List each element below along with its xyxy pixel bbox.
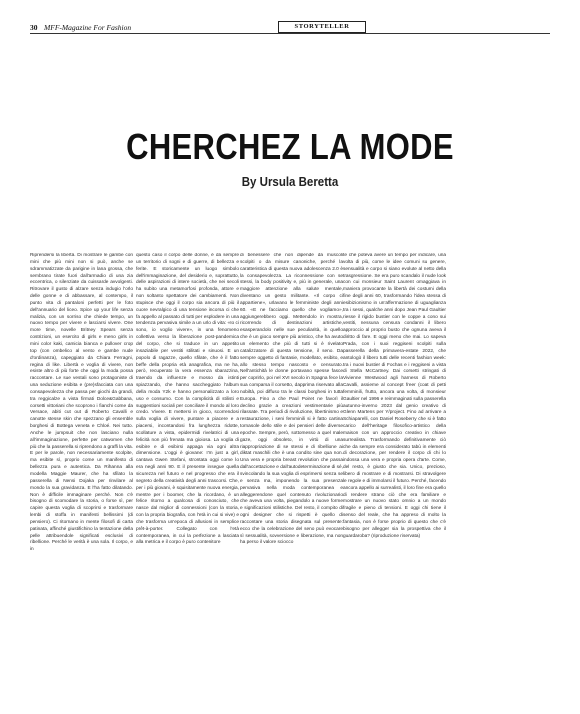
article-column-2 bbox=[136, 253, 239, 687]
article-column-4 bbox=[343, 253, 446, 687]
column-text: questo caso il corpo delle donne, è da sempre un territorio di sogni e di guerre, di bellezza e ferite. E storicamente un luogo simbolo dell'immaginazione, del desiderio e, soprattutto, delle aspirazioni di intere società, che nei secoli ha subito una metamorfosi profonda, attore e non soltanto spettatore dei cambiamenti. Non stupisce che oggi il corpo sia ancora di più il cuore nevralgico di una tensione incorsa ci che fa appello al passato di tutti per esplodere in una tendenza pervasiva simile a un urlo di vita: «Io ci sono, io voglio vivere», in una fenomeno collettiva verso la liberazione post-pandemica del corpo, che si traduce in un appetito insaziabile per vestiti stilitati e sinuosi. E un popolo di ragazze, quello sfilate, che è il fatto beffe della propria età anagrafica, ma ne ha, però, recuperato la vera essenza sbarazzina, traendo da influenze e mosso da istinti spiazzando, che hanno saccheggiato l'album della moda Y2k e hanno personalizzato a loro uso e consumo. Con la complicità di stilisti e suggestioni sociali per conciliare il mondo al loro credo. Vivere. E mettersi in gioco, scorrendosi sulla voglia di vivere, puntare a piacere e a piacersi, incontandosi fra lunghezza ridotte, scollature a vista, epidermidi rivelatrici di una felicità non più frenata ma gioiosa. La voglia di esibire e di esibirsi appaga via ogni altra dimensione. L'oggi è giovane: I'm just a girl, cantava Gwen Stefani, strontata oggi come lo era negli anni 90. E il presente insegue quella sicurezza nel futuro e nel progresso che era il segreto della creatività degli anni trascorsi. Che, per i più giovani, è squisitamente nuova energia, mentre per i boomer, che la ricordano, è un felice ritorno a qualcosa di conosciuto, che nasce dal miglior di connessioni (con la storia, con la propria biografia, con l'età in cui si vive) e che trasforma un'epoca di allusioni in semplice prêt-à-porter. Collegato con l'età contemporanea, in cui la perfezione a lasciata alla metrica e il corpo è puro contenitore bbox=[136, 253, 239, 546]
header-rule bbox=[30, 33, 550, 34]
page-number: 30 bbox=[30, 23, 38, 32]
page-header bbox=[30, 23, 550, 37]
column-text: te che poteva avere un tempo per indicare, una volta di più, come le idee comuni su genere, sensualità e corpo si siano evolute al netto della trasgressione. Se era puro scandalo il nude look con cui monsieur Saint Laurent omaggiava in maniera provocante la libertà dei costumi della fine degli anni 60, trasformando l'idea stessa di esibizionismo in un'affermazione di uguaglianza tra i sessi, qualche anni dopo Jean Paul Gaultier riesse il rigido bustier con le coppe a cono sui vestiti, nessuna censura condanni il libero approccio al proprio busto che ognuna aveva il diritto di fare. E oggi meno che mai. Lo sapeva Prada, con i suoi reggiseni scolpiti sulla passerella della primavera-estate 2022, che antologò il libero tutti delle recenti fashion week: tra i nuovi bustier di Fochas e i reggiseni a vista di Stella McCartney. Dai corsetti stringati di Vivienne Westwood agli harness di Roberto Cavalli, assieme al concept freer (coat di petti femminili, frutto, ancora una volta, di monsieur Gaultier nel 1996 e reimmaginati sulla passerella autunno-inverno 2023 dal genio creativo di Glenn Martens per Y/project. Fino ad arrivare a Schiaparelli, con Daniel Roseberry che si è fatto carico dell'heritage filosofico-artistico della maison con un approccio creativo in chiave surrealista. Trasformando definitivamente ciò che da sempre era considerato tabù in elementi di decorazione, per rendere il corpo di chi lo indossa una vera e propria opera d'arte. Come, del resto, è giusto che sia. Unico, prezioso, libero di mostrare e di mostrarsi. Di stravolgere le regole e di immolarsi il futuro. Perché, facendo ancora appello ai surrealisti, il loro fine era quello di rendere strano ciò che era familiare e mostrare un nuovo stato omnio a un mondo fragile e pieno di tensioni. E oggi chi tiene il senso del reale, che ha appreso di molto la fantasia, non è forse proprio di questo che c'è bisogno per allegger sia la prospettiva che il guardaroba? (riproduzione riservata) bbox=[343, 253, 446, 539]
column-text: di benessere che non dipende da muscoli scolpiti o da misure canoniche, perché la caratteristica di questa nuova adolescenza 2.0 è la consapevolezza. La riconnessione con se stessi, la body positivity e, più in generale, una maggiore attenzione alla salute mentale, diventano un gesto militante. «Il corpo ci appartiene», urlavano le femministe degli anni 60. «E ne facciamo quello che vogliamo», aggiungerebbero oggi. Mettendolo in mostra, ricorrendo di destinazioni artistiche, esasperandolo nelle sue peculiarità, in quello che è un gioco sempre più aristico, che ha avuto un elemento che più di tutti si è rivelato catalizzatore di questa tensione, il seno. Da sempre oggetto di fantasie, modellato, esibito, e allo stesso tempo nascosto e censurato. Nell'antichità le donne portavano spesse fasce per coprirlo, poi nel XVI secolo in Spagna fece la sua comparsa il corsetto, dapprima riservato alla nobiltà, poi diffuso tra le classi borghesi in tutta Europa. Fino a che Paul Poiret ne favorì il declino grazie a creazioni vestimentarie più rilassate. Tra periodi di rivoluzione, libertinismo e restaurazione, i seni femminili si è fatto cartina tornasole dello stile e dei pensieri delle diverse epoche. Sempre, però, sottomesso a quel male gaze, oggi obsoleto, in virtù di una riappropriazione di se stessi e di ribellione ai diktat maschili che è una condito sine qua non. Una vera e propria breast revolution che passa dall'accettazione e dall'autodeterminazione di sé, svincolando la sua voglia di esprimersi senza se e senza ma, imponendo la sua presenza pervasiva nella moda contemporanea e alleggerendone quel contenuto rivoluzionario che aveva una volta, piegandolo a nuove forme e significazioni stilistiche. Del resto, il compito di ogni designer che si rispetti è quello di raccontare una storia disegnata sul presente: ecco che la celebrazione del seno può evocare sì sessualità, sovversione e liberazione, ma non ha perso il valore sciocco bbox=[240, 253, 343, 546]
article-column-1 bbox=[30, 253, 133, 687]
article-byline: By Ursula Beretta bbox=[241, 175, 339, 189]
section-label: STORYTELLER bbox=[278, 21, 366, 33]
magazine-name: MFF-Magazine For Fashion bbox=[44, 23, 132, 32]
column-text: Riprendersi la libertà. Di mostrare le gambe con mini che più mini non si può, anche se sdrammatizzate da parigine in lana grossa, che sembrano tirate fuori dall'armadio di una zia eccentrica, o silenziate da cuissarde avvolgenti. Ritrovare il gusto di alzare senza indugio l'orlo delle gonne e di abbassare, al contempo, il punto vita di pantaloni perfetti per le foto dell'annuario del liceo. Spice up your life senza malizia, con un sorriso che chiede tempo, un nuovo tempo per vivere e lasciarsi vivere. One more time, novelle Britney Spears senza costrizioni, un esercito di girls e meno girls in mini color kaki, camicia bianca e pullover crop top (con ombelico al vento e gambe nude d'ordinanza), capeggiato da Chiara Ferragni, regina di like. Libertà e voglia di vivere, non esiste altro di più forte che oggi la moda possa raccontare. Le sue vestali sono protagoniste di una seduzione esibita e (pre)sfacciata con una consapevolezza che passa per giochi da grandi, tra reggicalze a vista firmati Dolce&Gabbana, corsetti vittoriani che scoprono i fianchi come da Versace, abiti cut out di Roberto Cavalli e canotte stesse skin che spezzano gli ensemble borghesi di Bottega veneta e Chloé. Nei tutto. Anche le jumpsuit che non lasciano nulla all'immaginazione, perfette per catwomen che più che la passerella si riprendono a graffi la vita. E per le parole, non necessariamente scolpite, ma esibite sì, proprio come un manifesto di bellezza pura e autentica. Da Rihanna alla modella Maggie Maurer, che ha sfilato la passerella di Nensi Dojaka per rinvilare al mondo la sua gravidanza. E l'ha fatto dilatando. Non è difficile immaginare perché. Non c'è bisogno di scomodare la storia, o forse sì, per capire questa voglia di scoprirsi e trasformare lembi di stoffa in manifesti bellissimi (di pensiero). Ci ritornano in mente filosofi di carta patinata, affinché giustifichino la tentazione della pelle attribuendole significati esclusivi di ribellione. Perché le verità è una sola. Il corpo, e in bbox=[30, 253, 133, 553]
article-column-3 bbox=[240, 253, 343, 687]
article-title: CHERCHEZ LA MODE bbox=[126, 126, 454, 167]
